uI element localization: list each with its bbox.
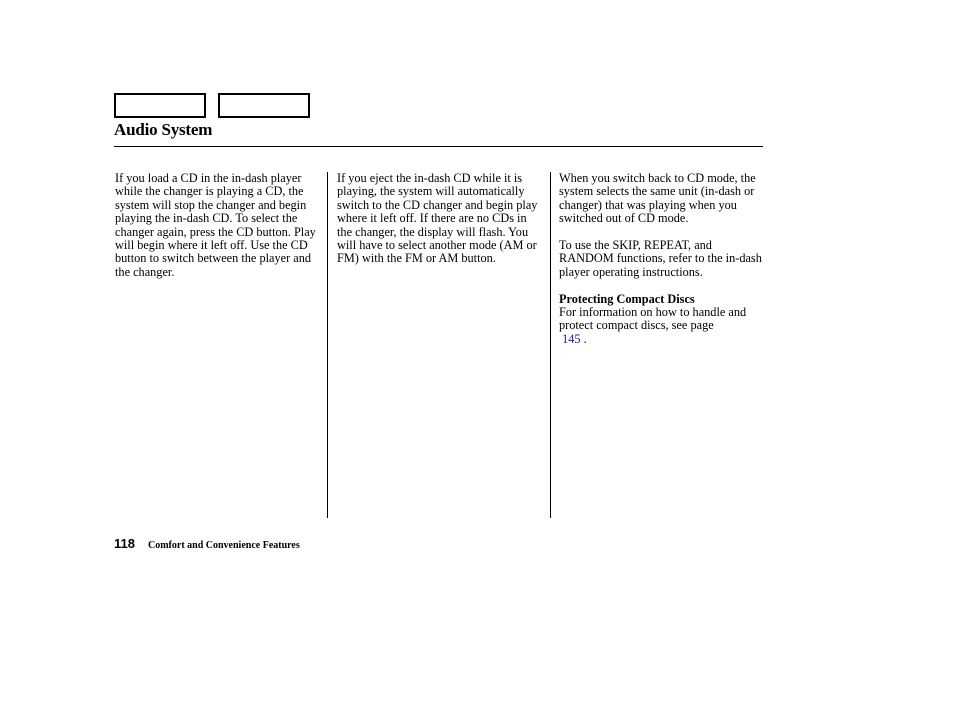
column-3-paragraph-2: To use the SKIP, REPEAT, and RANDOM functions, refer to the in-dash player operating instructions. xyxy=(559,238,762,279)
text-column-1 xyxy=(115,172,321,293)
column-3-paragraph-1: When you switch back to CD mode, the system selects the same unit (in-dash or changer) that was playing when you switched out of CD mode. xyxy=(559,171,756,226)
section-heading: Protecting Compact Discs xyxy=(559,291,695,306)
title-rule xyxy=(114,146,763,147)
section-text-end: . xyxy=(583,331,587,346)
footer-section-title: Comfort and Convenience Features xyxy=(148,540,300,551)
page-title: Audio System xyxy=(114,120,213,139)
section-text: For information on how to handle and protect compact discs, see page xyxy=(559,305,747,333)
section-body xyxy=(559,306,765,346)
nav-button-next[interactable] xyxy=(218,93,310,118)
text-column-3 xyxy=(559,172,765,346)
column-divider xyxy=(550,172,551,518)
nav-button-previous[interactable] xyxy=(114,93,206,118)
page-number: 118 xyxy=(114,536,135,551)
text-column-2 xyxy=(337,172,543,279)
column-1-paragraph-1: If you load a CD in the in-dash player while the changer is playing a CD, the system will stop the changer and begin playing the in-dash CD. To select the changer again, press the CD button. Play will begin where it left off. Use the CD button to switch between the player and the changer. xyxy=(115,171,316,279)
column-2-paragraph-1: If you eject the in-dash CD while it is playing, the system will automatically switch to the CD changer and begin play where it left off. If there are no CDs in the changer, the display will flash. You will have to select another mode (AM or FM) with the FM or AM button. xyxy=(337,171,538,266)
page-link-145[interactable]: 145 xyxy=(562,331,581,346)
column-divider xyxy=(327,172,328,518)
